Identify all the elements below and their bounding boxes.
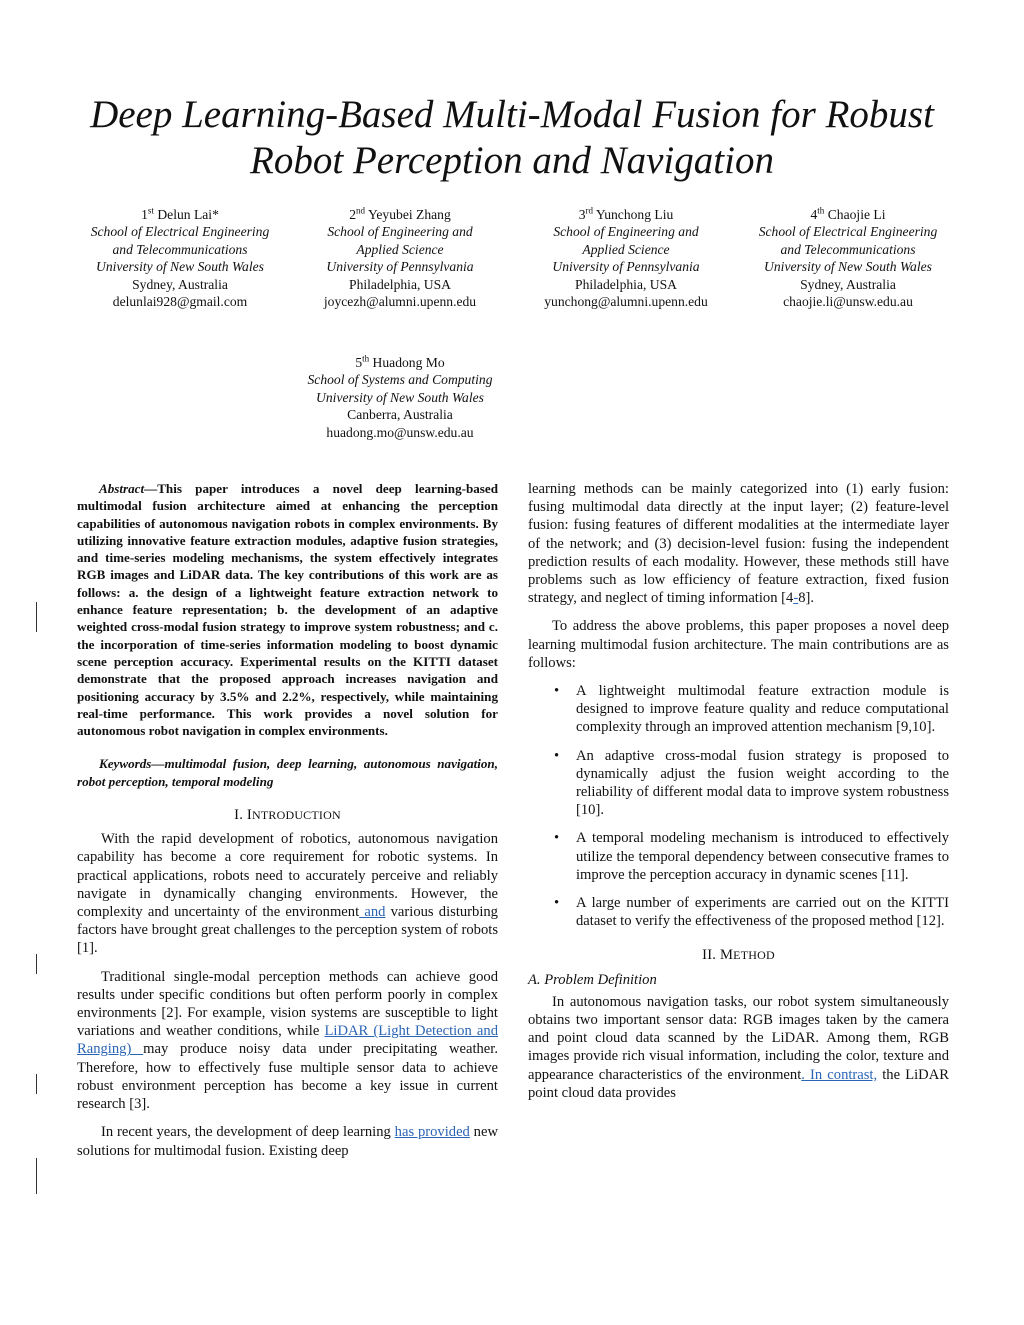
author-ordinal-suffix: nd: [356, 205, 366, 216]
bullet-icon: •: [554, 830, 560, 847]
section-number: I.: [234, 807, 244, 824]
author-affiliation: School of Systems and Computing: [307, 372, 493, 388]
intro-paragraph-3: [77, 1123, 498, 1159]
paragraph-text: In autonomous navigation tasks, our robot system simultaneously obtains two important sensor data: RGB images taken by the camera and point cloud data scanned by the LiDAR. Among them, RGB images provide rich visual information, including the color, texture and appearance characteristics of the environment: [528, 993, 949, 1083]
abstract: [77, 480, 498, 739]
keywords: [77, 755, 498, 790]
author-ordinal: 2: [349, 207, 357, 222]
author-block-2: [280, 206, 520, 310]
author-affiliation: School of Electrical Engineering: [90, 224, 270, 240]
author-name: Yeyubei Zhang: [367, 207, 451, 222]
change-bar: [36, 602, 37, 632]
author-affiliation: School of Electrical Engineering: [758, 224, 938, 240]
list-item-text: An adaptive cross-modal fusion strategy is proposed to dynamically adjust the fusion weight according to the reliability of different modal data to improve system robustness [10].: [576, 747, 949, 819]
list-item-text: A large number of experiments are carried out on the KITTI dataset to verify the effectiveness of the proposed method [12].: [576, 895, 949, 930]
author-ordinal: 4: [810, 207, 818, 222]
abstract-text: This paper introduces a novel deep learning-based multimodal fusion architecture aimed at enhancing the perception capabilities of autonomous navigation robots in complex environments. By utilizing innovative feature extraction modules, adaptive fusion strategies, and time-series modeling mechanisms, the system effectively integrates RGB images and LiDAR data. The key contributions of this work are as follows: a. the design of a lightweight feature extraction network to enhance feature representation; b. the development of an adaptive weighted cross-modal fusion strategy to improve system robustness; and c. the incorporation of time-series information modeling to boost dynamic scene perception accuracy. Experimental results on the KITTI dataset demonstrate that the proposed approach increases navigation and positioning accuracy by 3.5% and 2.2%, respectively, while maintaining real-time performance. This work provides a novel solution for autonomous robot navigation in complex environments.: [77, 481, 498, 739]
author-email: yunchong@alumni.upenn.edu: [544, 294, 708, 310]
paragraph-text: With the rapid development of robotics, autonomous navigation capability has become a core requirement for robotic systems. In practical applications, robots need to accurately perceive and reliably navigate in dynamically changing environments. However, the complexity and uncertainty of the environment: [77, 831, 498, 921]
section-rest: ETHOD: [733, 948, 775, 963]
author-affiliation: Applied Science: [582, 241, 670, 257]
author-affiliation: Applied Science: [356, 241, 444, 257]
paragraph-text: may produce noisy data under precipitating weather. Therefore, how to effectively fuse multiple sensor data to achieve robust environment perception has become a key issue in current research [3].: [77, 1041, 498, 1113]
author-ordinal-suffix: rd: [585, 205, 593, 216]
tracked-change-link[interactable]: . In contrast,: [801, 1066, 878, 1083]
author-ordinal-suffix: th: [817, 205, 825, 216]
author-affiliation: and Telecommunications: [780, 241, 916, 257]
author-email: delunlai928@gmail.com: [112, 294, 248, 310]
author-name: Huadong Mo: [372, 355, 445, 370]
bullet-icon: •: [554, 895, 560, 912]
bullet-icon: •: [554, 747, 560, 764]
author-name: Chaojie Li: [827, 207, 886, 222]
author-ordinal: 3: [578, 207, 586, 222]
list-item: [528, 682, 949, 737]
left-column: [77, 480, 498, 1160]
contributions-list: [528, 682, 949, 930]
paper-title: [40, 92, 984, 184]
list-item: [528, 894, 949, 930]
method-paragraph-1: [528, 993, 949, 1102]
tracked-change-link[interactable]: has provided: [394, 1124, 470, 1141]
tracked-change-link[interactable]: -: [793, 590, 799, 607]
related-work-paragraph: [528, 480, 949, 607]
keywords-dash: —: [151, 756, 165, 772]
author-block-4: [728, 206, 968, 310]
author-ordinal: 5: [355, 355, 363, 370]
abstract-label: Abstract: [99, 481, 145, 496]
paragraph-text: new solutions for multimodal fusion. Existing deep: [77, 1124, 498, 1159]
author-email: huadong.mo@unsw.edu.au: [326, 424, 474, 440]
section-number: II.: [702, 947, 717, 964]
paragraph-text: the LiDAR point cloud data provides: [528, 1066, 949, 1101]
abstract-dash: —: [144, 481, 158, 496]
author-location: Philadelphia, USA: [349, 276, 451, 292]
paragraph-text: various disturbing factors have brought great challenges to the perception system of robots [1].: [77, 904, 498, 957]
tracked-change-link[interactable]: LiDAR (Light Detection and Ranging): [77, 1023, 498, 1058]
author-location: Philadelphia, USA: [575, 276, 677, 292]
section-initial: I: [246, 807, 252, 824]
section-heading-introduction: [77, 806, 498, 824]
author-block-1: [60, 206, 300, 310]
author-university: University of Pennsylvania: [552, 259, 700, 275]
right-column: [528, 480, 949, 1102]
bullet-icon: •: [554, 683, 560, 700]
intro-paragraph-2: [77, 968, 498, 1114]
author-university: University of Pennsylvania: [326, 259, 474, 275]
list-item-text: A temporal modeling mechanism is introduced to effectively utilize the temporal dependency between consecutive frames to improve the perception accuracy in dynamic scenes [11].: [576, 830, 949, 883]
section-rest: NTRODUCTION: [251, 808, 341, 823]
section-heading-method: [528, 946, 949, 964]
list-item: [528, 829, 949, 884]
author-email: joycezh@alumni.upenn.edu: [323, 294, 477, 310]
paragraph-text: In recent years, the development of deep learning: [101, 1124, 395, 1141]
title-line-2: Robot Perception and Navigation: [250, 139, 774, 182]
list-item: [528, 747, 949, 820]
author-ordinal-suffix: th: [362, 353, 370, 364]
author-ordinal: 1: [141, 207, 148, 222]
author-block-3: [506, 206, 746, 310]
author-location: Sydney, Australia: [800, 276, 896, 292]
author-email: chaojie.li@unsw.edu.au: [783, 294, 913, 310]
author-university: University of New South Wales: [316, 389, 484, 405]
author-affiliation: and Telecommunications: [112, 241, 248, 257]
author-ordinal-suffix: st: [147, 205, 154, 216]
title-line-1: Deep Learning-Based Multi-Modal Fusion for Robust: [90, 93, 934, 136]
change-bar: [36, 1158, 37, 1194]
subsection-heading: A. Problem Definition: [528, 971, 657, 988]
author-university: University of New South Wales: [764, 259, 932, 275]
change-bar: [36, 954, 37, 974]
author-name: Yunchong Liu: [595, 207, 674, 222]
keywords-text: multimodal fusion, deep learning, autonomous navigation, robot perception, temporal modeling: [77, 756, 498, 789]
author-block-5: [280, 354, 520, 441]
author-name: Delun Lai*: [157, 207, 219, 222]
author-affiliation: School of Engineering and: [327, 224, 473, 240]
intro-paragraph-1: [77, 830, 498, 957]
author-location: Canberra, Australia: [347, 407, 453, 423]
keywords-label: Keywords: [99, 756, 152, 772]
author-university: University of New South Wales: [96, 259, 264, 275]
paragraph-text: 8].: [798, 590, 815, 607]
paragraph-text: Traditional single-modal perception methods can achieve good results under specific conditions but often perform poorly in complex environments [2]. For example, vision systems are susceptible to light variations and weather conditions, while: [77, 968, 498, 1040]
tracked-change-link[interactable]: and: [359, 904, 386, 921]
list-item-text: A lightweight multimodal feature extraction module is designed to improve feature quality and reduce computational complexity through an improved attention mechanism [9,10].: [576, 683, 949, 736]
author-affiliation: School of Engineering and: [553, 224, 699, 240]
section-initial: M: [719, 947, 734, 964]
change-bar: [36, 1074, 37, 1094]
author-location: Sydney, Australia: [132, 276, 228, 292]
paragraph-text: learning methods can be mainly categorized into (1) early fusion: fusing multimodal data directly at the input layer; (2) feature-level fusion: fusing features of different modalities at the intermediate layer of the network; and (3) decision-level fusion: fusing the independent prediction results of each modality. However, these methods still have problems such as low efficiency of feature extraction, fixed fusion strategy, and neglect of timing information [4: [528, 481, 949, 607]
contributions-intro: To address the above problems, this paper proposes a novel deep learning multimodal fusion architecture. The main contributions are as follows:: [528, 618, 949, 671]
